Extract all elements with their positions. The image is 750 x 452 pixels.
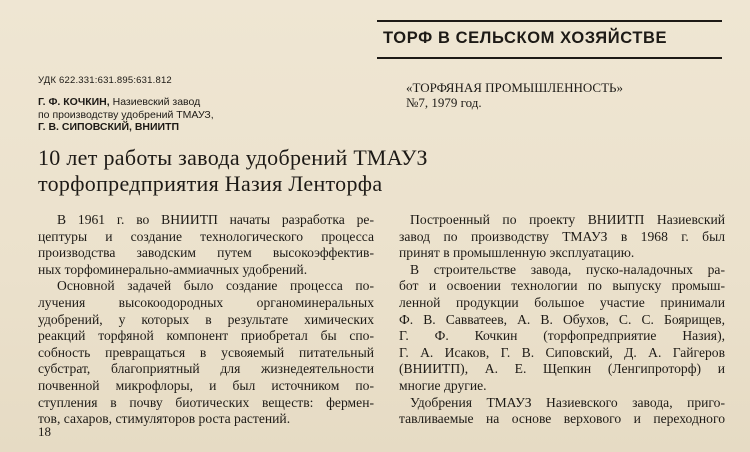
- body-line: производства заводским путем высокоэффектив-: [38, 245, 374, 261]
- body-line: собность превращаться в усвояемый питательный: [38, 344, 374, 360]
- body-line: тов, сахаров, стимуляторов роста растений.: [38, 411, 291, 427]
- body-line: ленной продукции большое участие принимали: [399, 294, 725, 310]
- body-line: Г. А. Исаков, Г. В. Сиповский, Д. А. Гайгеров: [399, 344, 725, 360]
- body-line: тавливаемые на основе верхового и переходного: [399, 411, 725, 427]
- rubric-bottom-rule: [377, 57, 722, 59]
- body-line: Построенный по проекту ВНИИТП Назиевский: [410, 212, 725, 227]
- title-line-2: торфопредприятия Назия Ленторфа: [38, 171, 383, 196]
- source-journal: «ТОРФЯНАЯ ПРОМЫШЛЕННОСТЬ»: [406, 80, 623, 95]
- author-line-3: [38, 121, 214, 134]
- body-line: Г. Ф. Кочкин (торфопредприятие Назия),: [399, 328, 725, 344]
- section-rubric: ТОРФ В СЕЛЬСКОМ ХОЗЯЙСТВЕ: [383, 29, 668, 47]
- body-line: бот и освоении технологии по выпуску промыш-: [399, 278, 725, 294]
- page-number: 18: [38, 424, 51, 439]
- body-line: ступления в почву биотических веществ: фермен-: [38, 394, 374, 410]
- article-title: [38, 145, 428, 197]
- body-line: субстрат, благоприятный для жизнедеятельности: [38, 361, 374, 377]
- body-line: (ВНИИТП), А. Е. Щепкин (Ленгипроторф) и: [399, 361, 725, 377]
- source-issue: №7, 1979 год.: [406, 95, 482, 110]
- body-line: Ф. В. Савватеев, А. В. Обухов, С. С. Боярищев,: [399, 311, 725, 327]
- body-line: почвенной микрофлоры, и был источником по-: [38, 377, 374, 393]
- right-column: [399, 212, 725, 428]
- author-line-2: по производству удобрений ТМАУЗ,: [38, 108, 214, 121]
- author-1-affiliation: Назиевский завод: [109, 96, 201, 108]
- body-line: принят в промышленную эксплуатацию.: [399, 245, 635, 261]
- body-line: Основной задачей было создание процесса по-: [57, 278, 374, 294]
- author-2-name: Г. В. СИПОВСКИЙ, ВНИИТП: [38, 121, 180, 133]
- body-line: лучения высокоодородных органоминеральных: [38, 294, 374, 310]
- rubric-top-rule: [377, 20, 722, 22]
- authors-block: [38, 96, 214, 134]
- source-citation: [406, 80, 623, 110]
- body-line: Удобрения ТМАУЗ Назиевского завода, приго-: [410, 394, 725, 410]
- left-column: [38, 212, 374, 428]
- body-line: В 1961 г. во ВНИИТП начаты разработка ре-: [57, 212, 374, 227]
- author-1-name: Г. Ф. КОЧКИН,: [38, 96, 110, 108]
- body-line: В строительстве завода, пуско-наладочных ра-: [410, 261, 725, 277]
- udc-code: УДК 622.331:631.895:631.812: [38, 75, 172, 86]
- title-line-1: 10 лет работы завода удобрений ТМАУЗ: [38, 145, 428, 170]
- body-line: многие другие.: [399, 377, 487, 393]
- author-line-1: [38, 96, 214, 109]
- body-line: цептуры и создание технологического процесса: [38, 228, 374, 244]
- body-line: завод по производству ТМАУЗ в 1968 г. был: [399, 228, 725, 244]
- body-line: реакций торфяной компонент приобретал бы спо-: [38, 328, 374, 344]
- body-line: ных торфоминерально-аммиачных удобрений.: [38, 261, 308, 277]
- body-line: удобрений, у которых в результате химических: [38, 311, 374, 327]
